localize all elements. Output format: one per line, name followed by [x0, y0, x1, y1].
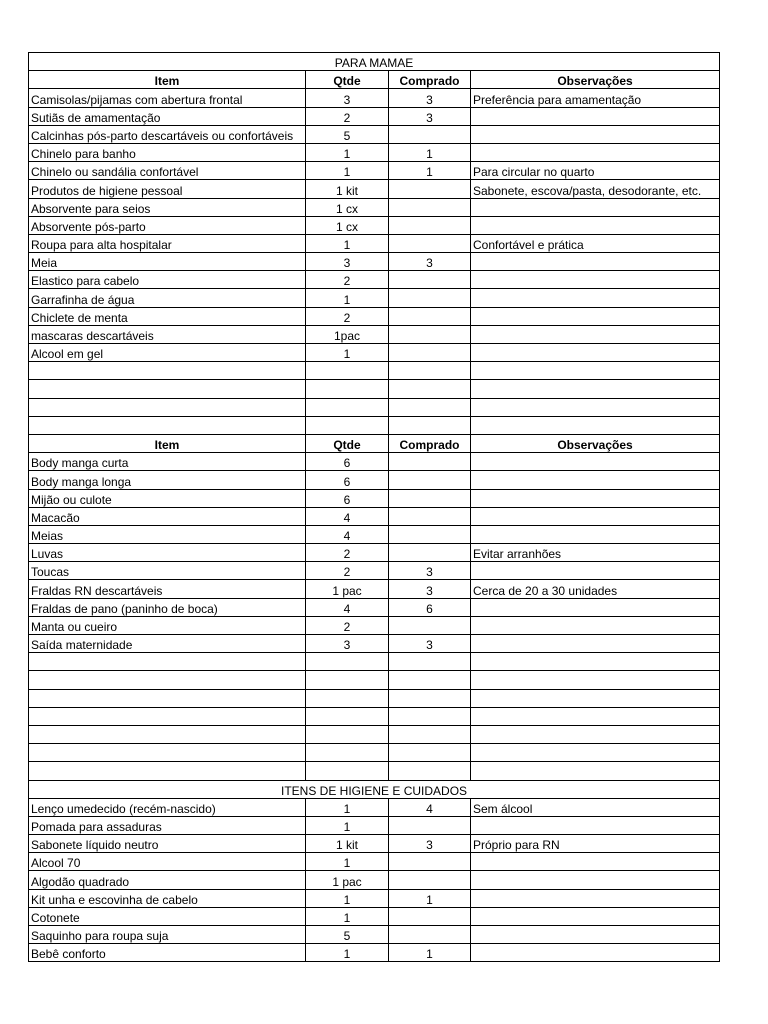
observacoes-cell[interactable]	[471, 598, 720, 616]
observacoes-cell[interactable]: Para circular no quarto	[471, 162, 720, 180]
observacoes-cell[interactable]	[471, 926, 720, 944]
qtde-cell[interactable]: 1 kit	[306, 835, 389, 853]
table-row	[29, 344, 720, 362]
table-row	[29, 216, 720, 234]
item-cell[interactable]: Meias	[29, 525, 306, 543]
comprado-cell[interactable]: 3	[389, 89, 471, 107]
observacoes-cell[interactable]	[471, 671, 720, 689]
comprado-cell[interactable]: 3	[389, 562, 471, 580]
table-row	[29, 398, 720, 416]
observacoes-cell[interactable]	[471, 525, 720, 543]
comprado-cell[interactable]: 4	[389, 798, 471, 816]
table-row	[29, 471, 720, 489]
qtde-cell[interactable]: 1	[306, 344, 389, 362]
qtde-cell[interactable]: 1 cx	[306, 216, 389, 234]
table-row	[29, 89, 720, 107]
item-cell[interactable]: Fraldas de pano (paninho de boca)	[29, 598, 306, 616]
qtde-cell[interactable]	[306, 653, 389, 671]
comprado-cell[interactable]: 1	[389, 944, 471, 962]
item-cell[interactable]	[29, 707, 306, 725]
observacoes-cell[interactable]	[471, 762, 720, 780]
item-cell[interactable]: Chinelo para banho	[29, 143, 306, 161]
comprado-cell[interactable]	[389, 325, 471, 343]
comprado-cell[interactable]	[389, 689, 471, 707]
comprado-cell[interactable]	[389, 234, 471, 252]
item-cell[interactable]: Calcinhas pós-parto descartáveis ou confortáveis	[29, 125, 306, 143]
comprado-cell[interactable]	[389, 398, 471, 416]
observacoes-cell[interactable]	[471, 125, 720, 143]
observacoes-cell[interactable]	[471, 707, 720, 725]
table-row	[29, 143, 720, 161]
table-row	[29, 162, 720, 180]
qtde-cell[interactable]	[306, 744, 389, 762]
observacoes-cell[interactable]	[471, 653, 720, 671]
table-row	[29, 598, 720, 616]
observacoes-cell[interactable]	[471, 471, 720, 489]
header-item[interactable]: Item	[29, 434, 306, 452]
item-cell[interactable]	[29, 380, 306, 398]
qtde-cell[interactable]: 1	[306, 234, 389, 252]
table-row	[29, 544, 720, 562]
qtde-cell[interactable]	[306, 689, 389, 707]
observacoes-cell[interactable]	[471, 198, 720, 216]
comprado-cell[interactable]	[389, 198, 471, 216]
header-qtde[interactable]: Qtde	[306, 71, 389, 89]
qtde-cell[interactable]: 1	[306, 853, 389, 871]
comprado-cell[interactable]	[389, 380, 471, 398]
observacoes-cell[interactable]	[471, 616, 720, 634]
comprado-cell[interactable]	[389, 489, 471, 507]
qtde-cell[interactable]: 1pac	[306, 325, 389, 343]
item-cell[interactable]: mascaras descartáveis	[29, 325, 306, 343]
qtde-cell[interactable]: 2	[306, 544, 389, 562]
header-observacoes[interactable]: Observações	[471, 71, 720, 89]
item-cell[interactable]: Kit unha e escovinha de cabelo	[29, 889, 306, 907]
observacoes-cell[interactable]	[471, 253, 720, 271]
table-row	[29, 198, 720, 216]
comprado-cell[interactable]	[389, 125, 471, 143]
table-row	[29, 271, 720, 289]
observacoes-cell[interactable]	[471, 871, 720, 889]
section-title-mamae[interactable]: PARA MAMAE	[29, 53, 720, 71]
qtde-cell[interactable]: 1 cx	[306, 198, 389, 216]
observacoes-cell[interactable]	[471, 453, 720, 471]
comprado-cell[interactable]	[389, 926, 471, 944]
comprado-cell[interactable]: 1	[389, 143, 471, 161]
observacoes-cell[interactable]: Próprio para RN	[471, 835, 720, 853]
table-row	[29, 507, 720, 525]
section-title-higiene-row	[29, 780, 720, 798]
qtde-cell[interactable]: 5	[306, 125, 389, 143]
qtde-cell[interactable]: 1	[306, 907, 389, 925]
item-cell[interactable]: Manta ou cueiro	[29, 616, 306, 634]
header-comprado[interactable]: Comprado	[389, 434, 471, 452]
qtde-cell[interactable]: 1	[306, 143, 389, 161]
observacoes-cell[interactable]	[471, 944, 720, 962]
item-cell[interactable]: Lenço umedecido (recém-nascido)	[29, 798, 306, 816]
header-row	[29, 71, 720, 89]
observacoes-cell[interactable]	[471, 689, 720, 707]
qtde-cell[interactable]: 6	[306, 453, 389, 471]
observacoes-cell[interactable]	[471, 271, 720, 289]
table-row	[29, 234, 720, 252]
item-cell[interactable]: Garrafinha de água	[29, 289, 306, 307]
comprado-cell[interactable]	[389, 289, 471, 307]
comprado-cell[interactable]	[389, 871, 471, 889]
item-cell[interactable]: Elastico para cabelo	[29, 271, 306, 289]
sheet-body	[29, 53, 720, 962]
qtde-cell[interactable]: 1 kit	[306, 180, 389, 198]
comprado-cell[interactable]: 6	[389, 598, 471, 616]
comprado-cell[interactable]: 3	[389, 253, 471, 271]
table-row	[29, 725, 720, 743]
observacoes-cell[interactable]	[471, 344, 720, 362]
comprado-cell[interactable]	[389, 671, 471, 689]
observacoes-cell[interactable]	[471, 889, 720, 907]
table-row	[29, 671, 720, 689]
header-item[interactable]: Item	[29, 71, 306, 89]
qtde-cell[interactable]: 1	[306, 162, 389, 180]
item-cell[interactable]: Bebê conforto	[29, 944, 306, 962]
comprado-cell[interactable]: 1	[389, 162, 471, 180]
qtde-cell[interactable]: 1	[306, 889, 389, 907]
item-cell[interactable]	[29, 689, 306, 707]
table-row	[29, 289, 720, 307]
comprado-cell[interactable]	[389, 907, 471, 925]
qtde-cell[interactable]: 5	[306, 926, 389, 944]
item-cell[interactable]: Produtos de higiene pessoal	[29, 180, 306, 198]
table-row	[29, 562, 720, 580]
item-cell[interactable]: Luvas	[29, 544, 306, 562]
observacoes-cell[interactable]: Cerca de 20 a 30 unidades	[471, 580, 720, 598]
observacoes-cell[interactable]	[471, 725, 720, 743]
table-row	[29, 525, 720, 543]
table-row	[29, 653, 720, 671]
observacoes-cell[interactable]	[471, 398, 720, 416]
observacoes-cell[interactable]	[471, 635, 720, 653]
observacoes-cell[interactable]	[471, 362, 720, 380]
qtde-cell[interactable]: 2	[306, 271, 389, 289]
observacoes-cell[interactable]	[471, 416, 720, 434]
observacoes-cell[interactable]: Sabonete, escova/pasta, desodorante, etc.	[471, 180, 720, 198]
header-comprado[interactable]: Comprado	[389, 71, 471, 89]
item-cell[interactable]: Saquinho para roupa suja	[29, 926, 306, 944]
observacoes-cell[interactable]	[471, 325, 720, 343]
table-row	[29, 907, 720, 925]
comprado-cell[interactable]	[389, 616, 471, 634]
observacoes-cell[interactable]	[471, 289, 720, 307]
observacoes-cell[interactable]	[471, 489, 720, 507]
item-cell[interactable]: Meia	[29, 253, 306, 271]
observacoes-cell[interactable]	[471, 562, 720, 580]
comprado-cell[interactable]	[389, 344, 471, 362]
table-row	[29, 944, 720, 962]
qtde-cell[interactable]	[306, 362, 389, 380]
item-cell[interactable]	[29, 398, 306, 416]
qtde-cell[interactable]: 1	[306, 289, 389, 307]
comprado-cell[interactable]	[389, 307, 471, 325]
item-cell[interactable]: Algodão quadrado	[29, 871, 306, 889]
item-cell[interactable]: Fraldas RN descartáveis	[29, 580, 306, 598]
item-cell[interactable]	[29, 744, 306, 762]
comprado-cell[interactable]	[389, 416, 471, 434]
item-cell[interactable]: Saída maternidade	[29, 635, 306, 653]
observacoes-cell[interactable]	[471, 907, 720, 925]
observacoes-cell[interactable]	[471, 853, 720, 871]
comprado-cell[interactable]: 3	[389, 835, 471, 853]
qtde-cell[interactable]: 2	[306, 307, 389, 325]
comprado-cell[interactable]	[389, 725, 471, 743]
comprado-cell[interactable]	[389, 362, 471, 380]
table-row	[29, 380, 720, 398]
observacoes-cell[interactable]	[471, 380, 720, 398]
item-cell[interactable]	[29, 416, 306, 434]
observacoes-cell[interactable]: Evitar arranhões	[471, 544, 720, 562]
item-cell[interactable]: Absorvente para seios	[29, 198, 306, 216]
table-row	[29, 325, 720, 343]
table-row	[29, 453, 720, 471]
qtde-cell[interactable]: 4	[306, 525, 389, 543]
item-cell[interactable]	[29, 362, 306, 380]
table-row	[29, 835, 720, 853]
comprado-cell[interactable]	[389, 544, 471, 562]
table-row	[29, 762, 720, 780]
qtde-cell[interactable]	[306, 380, 389, 398]
comprado-cell[interactable]	[389, 271, 471, 289]
observacoes-cell[interactable]	[471, 307, 720, 325]
qtde-cell[interactable]: 4	[306, 507, 389, 525]
qtde-cell[interactable]	[306, 725, 389, 743]
table-row	[29, 889, 720, 907]
qtde-cell[interactable]: 1 pac	[306, 580, 389, 598]
header-row	[29, 434, 720, 452]
comprado-cell[interactable]	[389, 762, 471, 780]
item-cell[interactable]: Sabonete líquido neutro	[29, 835, 306, 853]
comprado-cell[interactable]	[389, 453, 471, 471]
comprado-cell[interactable]	[389, 653, 471, 671]
table-row	[29, 107, 720, 125]
qtde-cell[interactable]: 1	[306, 798, 389, 816]
table-row	[29, 707, 720, 725]
comprado-cell[interactable]	[389, 816, 471, 834]
table-row	[29, 616, 720, 634]
checklist-sheet	[28, 52, 720, 962]
observacoes-cell[interactable]	[471, 744, 720, 762]
item-cell[interactable]: Pomada para assaduras	[29, 816, 306, 834]
comprado-cell[interactable]: 3	[389, 635, 471, 653]
observacoes-cell[interactable]	[471, 107, 720, 125]
item-cell[interactable]	[29, 671, 306, 689]
item-cell[interactable]: Mijão ou culote	[29, 489, 306, 507]
table-row	[29, 416, 720, 434]
qtde-cell[interactable]: 2	[306, 107, 389, 125]
table-row	[29, 926, 720, 944]
table-row	[29, 125, 720, 143]
qtde-cell[interactable]: 1	[306, 816, 389, 834]
item-cell[interactable]: Roupa para alta hospitalar	[29, 234, 306, 252]
qtde-cell[interactable]: 4	[306, 598, 389, 616]
table-row	[29, 362, 720, 380]
qtde-cell[interactable]: 6	[306, 471, 389, 489]
item-cell[interactable]	[29, 653, 306, 671]
item-cell[interactable]: Alcool 70	[29, 853, 306, 871]
table-row	[29, 253, 720, 271]
table-row	[29, 871, 720, 889]
observacoes-cell[interactable]: Confortável e prática	[471, 234, 720, 252]
qtde-cell[interactable]	[306, 398, 389, 416]
comprado-cell[interactable]	[389, 216, 471, 234]
item-cell[interactable]: Body manga curta	[29, 453, 306, 471]
section-title-mamae-row	[29, 53, 720, 71]
item-cell[interactable]: Chiclete de menta	[29, 307, 306, 325]
table-row	[29, 853, 720, 871]
item-cell[interactable]	[29, 762, 306, 780]
comprado-cell[interactable]: 3	[389, 580, 471, 598]
table-row	[29, 798, 720, 816]
qtde-cell[interactable]: 6	[306, 489, 389, 507]
comprado-cell[interactable]	[389, 744, 471, 762]
observacoes-cell[interactable]	[471, 216, 720, 234]
item-cell[interactable]	[29, 725, 306, 743]
table-row	[29, 489, 720, 507]
qtde-cell[interactable]: 3	[306, 89, 389, 107]
comprado-cell[interactable]	[389, 707, 471, 725]
observacoes-cell[interactable]	[471, 816, 720, 834]
item-cell[interactable]: Camisolas/pijamas com abertura frontal	[29, 89, 306, 107]
observacoes-cell[interactable]: Preferência para amamentação	[471, 89, 720, 107]
table-row	[29, 816, 720, 834]
header-observacoes[interactable]: Observações	[471, 434, 720, 452]
qtde-cell[interactable]: 1	[306, 944, 389, 962]
qtde-cell[interactable]: 3	[306, 635, 389, 653]
comprado-cell[interactable]	[389, 471, 471, 489]
table-row	[29, 744, 720, 762]
item-cell[interactable]: Sutiãs de amamentação	[29, 107, 306, 125]
qtde-cell[interactable]: 1 pac	[306, 871, 389, 889]
qtde-cell[interactable]	[306, 762, 389, 780]
observacoes-cell[interactable]	[471, 507, 720, 525]
item-cell[interactable]: Body manga longa	[29, 471, 306, 489]
qtde-cell[interactable]	[306, 416, 389, 434]
comprado-cell[interactable]	[389, 180, 471, 198]
table-row	[29, 580, 720, 598]
qtde-cell[interactable]: 2	[306, 616, 389, 634]
table-row	[29, 307, 720, 325]
section-title-higiene[interactable]: ITENS DE HIGIENE E CUIDADOS	[29, 780, 720, 798]
item-cell[interactable]: Cotonete	[29, 907, 306, 925]
item-cell[interactable]: Macacão	[29, 507, 306, 525]
qtde-cell[interactable]	[306, 671, 389, 689]
item-cell[interactable]: Chinelo ou sandália confortável	[29, 162, 306, 180]
comprado-cell[interactable]: 3	[389, 107, 471, 125]
qtde-cell[interactable]: 2	[306, 562, 389, 580]
table-row	[29, 689, 720, 707]
observacoes-cell[interactable]: Sem álcool	[471, 798, 720, 816]
table-row	[29, 635, 720, 653]
comprado-cell[interactable]: 1	[389, 889, 471, 907]
item-cell[interactable]: Absorvente pós-parto	[29, 216, 306, 234]
table-row	[29, 180, 720, 198]
comprado-cell[interactable]	[389, 525, 471, 543]
header-qtde[interactable]: Qtde	[306, 434, 389, 452]
qtde-cell[interactable]	[306, 707, 389, 725]
comprado-cell[interactable]	[389, 507, 471, 525]
qtde-cell[interactable]: 3	[306, 253, 389, 271]
item-cell[interactable]: Alcool em gel	[29, 344, 306, 362]
item-cell[interactable]: Toucas	[29, 562, 306, 580]
comprado-cell[interactable]	[389, 853, 471, 871]
observacoes-cell[interactable]	[471, 143, 720, 161]
